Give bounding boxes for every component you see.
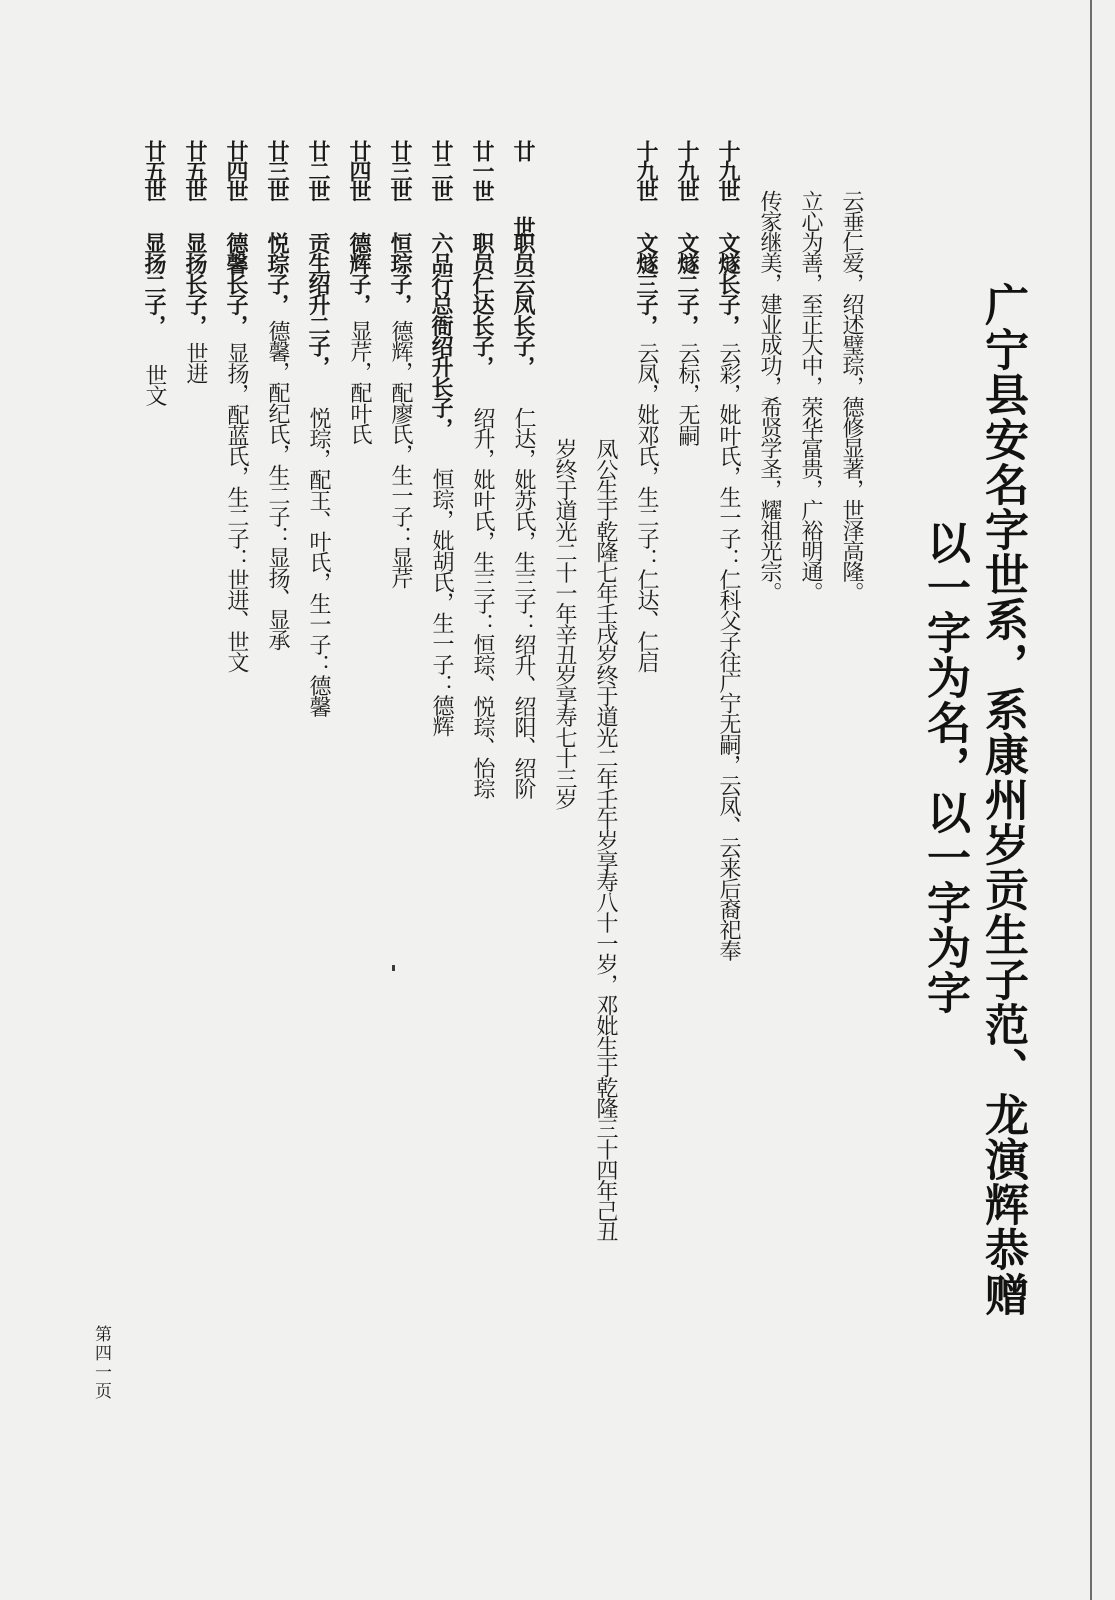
biography-note-line-1: 凤公生于乾隆七年壬戌岁终于道光二年壬午岁享寿八十一岁，邓妣生于乾隆三十四年己丑 (593, 438, 618, 1242)
generation-label: 廿四世 (346, 140, 372, 200)
poem-line-3: 传家继美，建业成功，希贤学圣，耀祖光宗。 (757, 190, 782, 603)
lineage-name: 显扬二子， (141, 232, 167, 336)
lineage-name: 职员仁达长子， (469, 232, 495, 377)
generation-label: 十九世 (674, 140, 700, 200)
lineage-name: 文燧二子， (674, 232, 700, 336)
generation-label: 廿二世 (428, 140, 454, 200)
generation-label: 廿五世 (141, 140, 167, 200)
lineage-text: 仁达，妣苏氏，生三子：绍升、绍阳、绍阶 (511, 407, 536, 799)
lineage-text: 显扬，配蓝氏，生二子：世进、世文 (224, 342, 249, 672)
lineage-text: 德辉，配廖氏，生一子：显芹 (388, 320, 413, 588)
lineage-name: 德辉子， (346, 232, 372, 315)
biography-note-line-2: 岁终于道光二十一年辛丑岁享寿七十三岁 (552, 438, 577, 809)
lineage-name: 文燧三子， (633, 232, 659, 336)
lineage-text: 世文 (142, 364, 167, 406)
generation-label: 廿五世 (182, 140, 208, 200)
lineage-text: 恒琮，妣胡氏，生一子：德辉 (429, 468, 454, 736)
lineage-name: 六品行总衙绍升长子， (428, 232, 454, 439)
lineage-name: 贡生绍升二子， (305, 232, 331, 377)
generation-label: 廿三世 (264, 140, 290, 200)
lineage-name: 悦琮子， (264, 232, 290, 315)
lineage-name: 显扬长子， (182, 232, 208, 336)
lineage-text: 云彩，妣叶氏，生一子：仁科父子往广宁无嗣，云凤、云来后裔祀奉 (716, 342, 741, 961)
page-title: 广宁县安名字世系，系康州岁贡生子范、龙演辉恭赠 (977, 282, 1028, 1317)
scan-edge-line (1090, 0, 1092, 1600)
lineage-name: 恒琮子， (387, 232, 413, 315)
generation-label: 十九世 (633, 140, 659, 200)
page-number: 第四一页 (91, 1325, 111, 1401)
lineage-text: 云凤，妣邓氏，生二子：仁达、仁启 (634, 342, 659, 672)
generation-label: 廿一世 (469, 140, 495, 200)
lineage-text: 显芹，配叶氏 (347, 320, 372, 444)
generation-label: 十九世 (715, 140, 741, 200)
lineage-name: 职员云凤长子， (510, 232, 536, 377)
lineage-text: 云标，无嗣 (675, 342, 700, 446)
lineage-text: 悦琮，配王、叶氏，生一子：德馨 (306, 407, 331, 717)
generation-label: 廿四世 (223, 140, 249, 200)
generation-label: 廿二世 (305, 140, 331, 200)
scan-speck (392, 965, 395, 971)
lineage-text: 世进 (183, 342, 208, 384)
poem-line-2: 立心为善，至正大中，荣华富贵，广裕明通。 (798, 190, 823, 603)
poem-line-1: 云垂仁爱，绍述璧琮，德修显著，世泽高隆。 (839, 190, 864, 603)
lineage-text: 德馨，配纪氏，生二子：显扬、显承 (265, 320, 290, 650)
lineage-name: 文燧长子， (715, 232, 741, 336)
page-subtitle: 以一字为名，以一字为字 (919, 520, 970, 1015)
lineage-text: 绍升，妣叶氏，生三子：恒琮、悦琮、怡琮 (470, 407, 495, 799)
generation-label: 廿 世 (510, 140, 536, 252)
lineage-name: 德馨长子， (223, 232, 249, 336)
generation-label: 廿三世 (387, 140, 413, 200)
